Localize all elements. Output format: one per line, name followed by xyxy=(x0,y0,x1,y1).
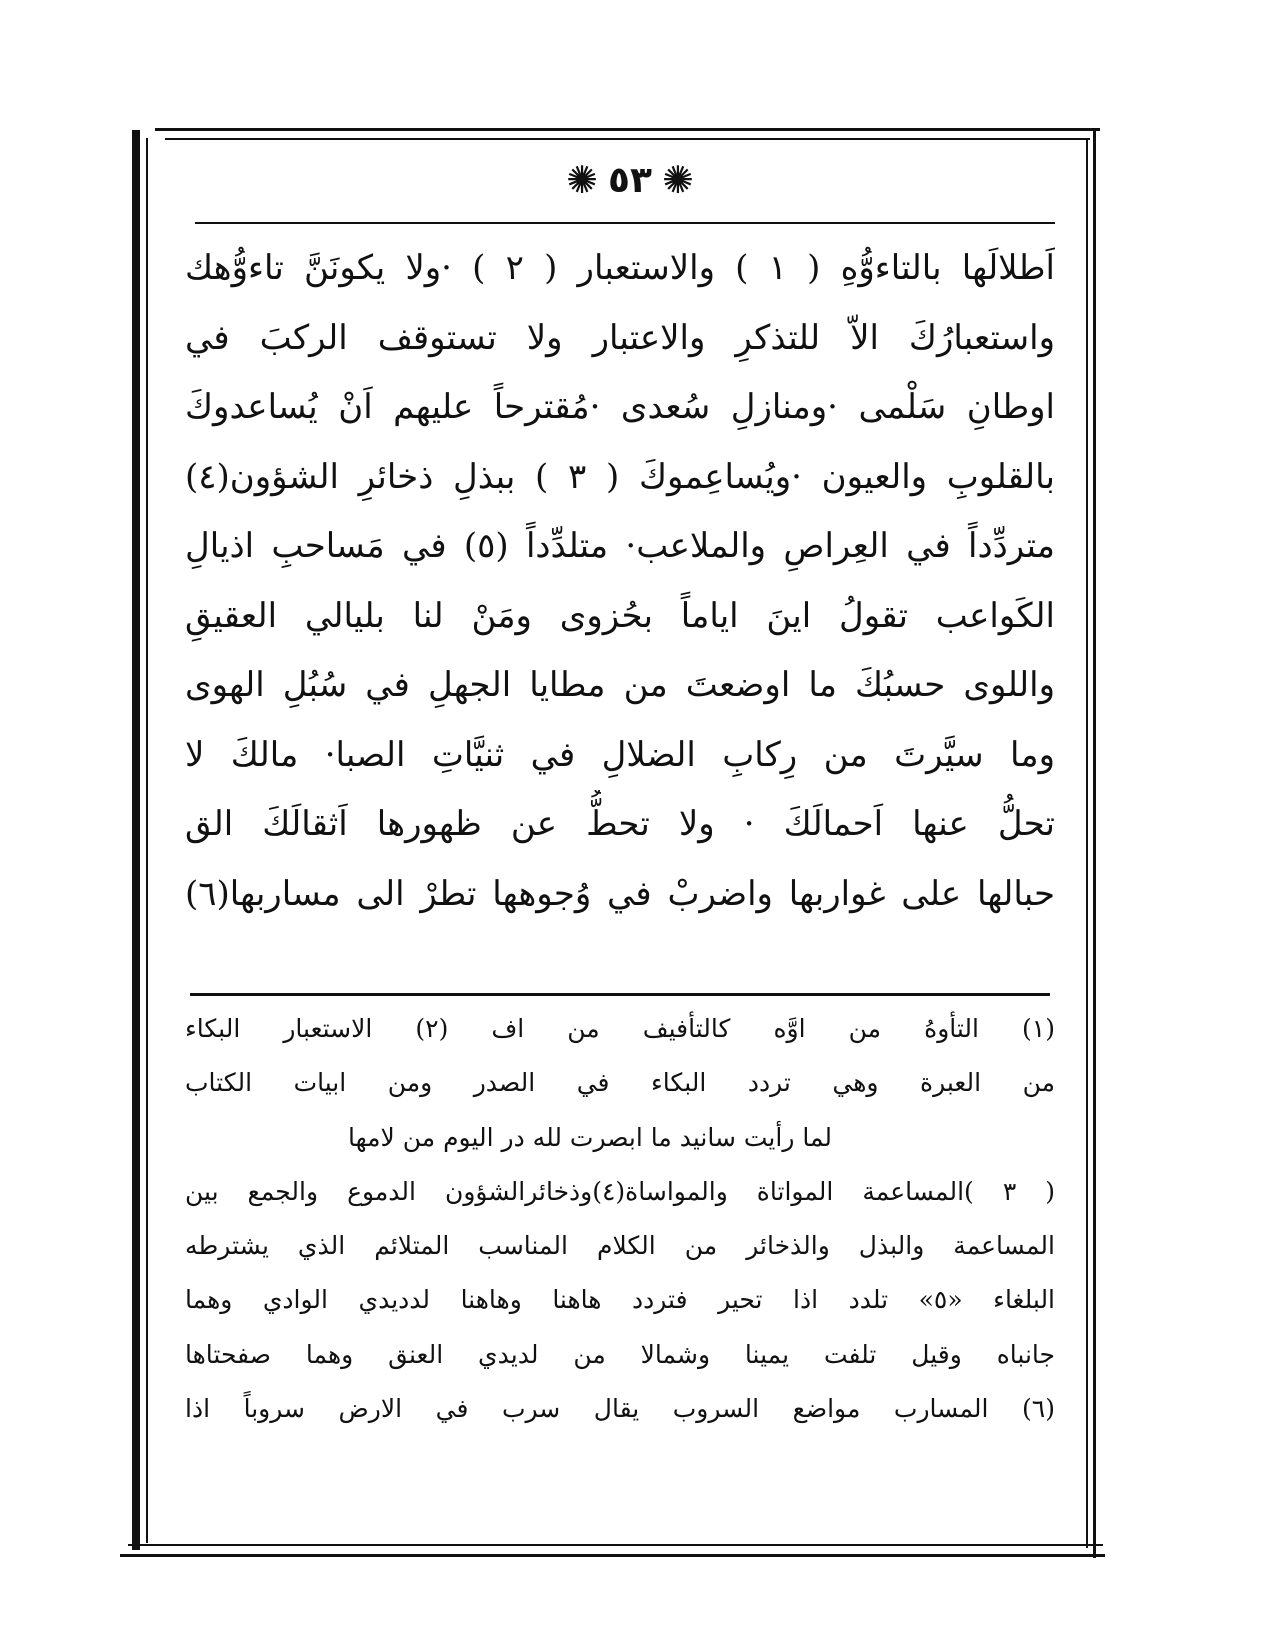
text-line: تحلُّ عنها اَحمالَكَ · ولا تحطُّ عن ظهورها اَثقالَكَ الق xyxy=(185,804,1055,844)
frame-right-outer-rule xyxy=(1093,128,1096,1558)
frame-right-inner-rule xyxy=(1086,138,1088,1548)
text-line: حبالها على غواربها واضربْ في وُجوهها تطرْ الى مساربها(٦) xyxy=(185,873,1055,914)
frame-left-thick-rule xyxy=(132,130,140,1550)
footnote-line: (١) التأوهُ من اوَّه كالتأفيف من اف (٢) الاستعبار البكاء xyxy=(185,1014,1055,1043)
page-number: ٥٣ xyxy=(608,159,652,201)
frame-bottom-outer-rule xyxy=(120,1554,1105,1557)
footnote-line: المساعمة والبذل والذخائر من الكلام المناسب المتلائم الذي يشترطه xyxy=(185,1231,1055,1261)
footnotes-block xyxy=(185,1002,1055,1436)
footnote-line: ( ٣ )المساعمة المواتاة والمواساة(٤)وذخائرالشؤون الدموع والجمع بين xyxy=(185,1176,1055,1206)
text-line: بالقلوبِ والعيون ·ويُساعِموكَ ( ٣ ) ببذلِ ذخائرِ الشؤون(٤) xyxy=(185,456,1055,497)
text-line: واستعبارُكَ الاّ للتذكرِ والاعتبار ولا تستوقف الركبَ في xyxy=(185,317,1055,358)
frame-left-thin-rule xyxy=(146,138,148,1543)
ornament-left-icon: ✺ xyxy=(566,158,599,202)
text-line: متردِّداً في العِراصِ والملاعب· متلدِّداً (٥) في مَساحبِ اذيالِ xyxy=(185,526,1055,566)
footnote-line: من العبرة وهي تردد البكاء في الصدر ومن ابيات الكتاب xyxy=(185,1068,1055,1098)
text-line: اوطانِ سَلْمى ·ومنازلِ سُعدى ·مُقترحاً عليهم اَنْ يُساعدوكَ xyxy=(185,387,1055,427)
main-text-block xyxy=(185,234,1055,929)
page-header xyxy=(520,150,740,210)
footnote-verse-line: لما رأيت سانيد ما ابصرت لله در اليوم من لامها xyxy=(347,1122,833,1152)
text-line: وما سيَّرتَ من رِكابِ الضلالِ في ثنيَّاتِ الصبا· مالكَ لا xyxy=(185,734,1055,775)
footnote-line: البلغاء «٥» تلدد اذا تحير فتردد هاهنا وهاهنا لدديدي الوادي وهما xyxy=(185,1285,1055,1315)
header-divider xyxy=(195,222,1055,224)
footnote-line: (٦) المسارب مواضع السروب يقال سرب في الارض سروباً اذا xyxy=(185,1394,1055,1424)
text-line: الكَواعب تقولُ اينَ اياماً بحُزوى ومَنْ لنا بليالي العقيقِ xyxy=(185,595,1055,636)
text-line: اَطلالَها بالتاءوُّهِ ( ١ ) والاستعبار ( ٢ ) ·ولا يكونَنَّ تاءوُّهك xyxy=(185,248,1055,288)
ornament-right-icon: ✺ xyxy=(661,158,694,202)
text-line: واللوى حسبُكَ ما اوضعتَ من مطايا الجهلِ في سُبُلِ الهوى xyxy=(185,665,1055,705)
footnote-line: جانباه وقيل تلفت يمينا وشمالا من لديدي العنق وهما صفحتاها xyxy=(185,1339,1055,1369)
frame-top-inner-rule xyxy=(165,138,1090,140)
frame-bottom-inner-rule xyxy=(128,1544,1103,1546)
footnotes-divider xyxy=(190,993,1050,996)
frame-top-outer-rule xyxy=(155,128,1100,131)
